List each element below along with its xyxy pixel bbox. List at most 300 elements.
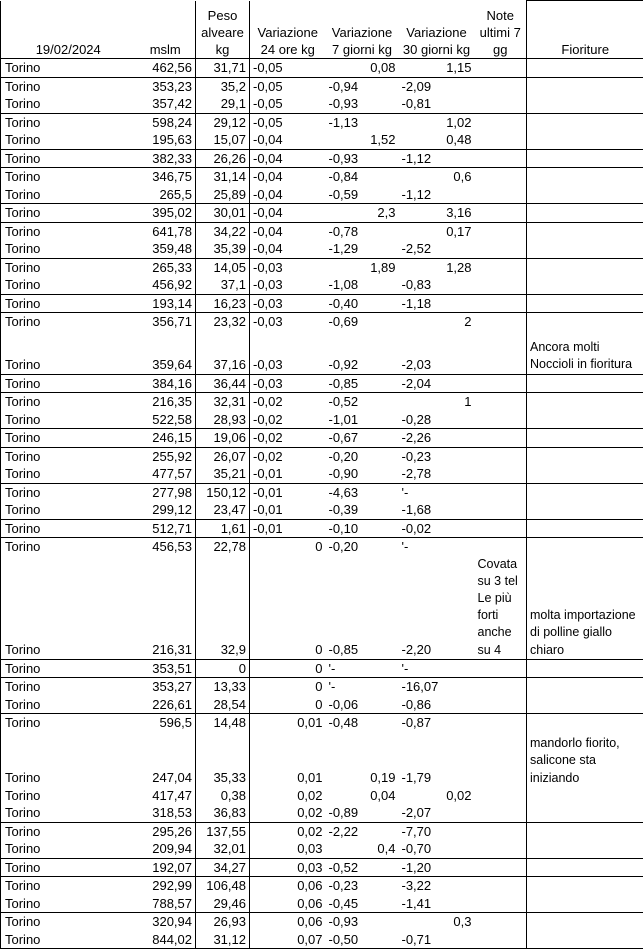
cell-var30[interactable]: -2,04 (399, 374, 475, 393)
cell-var24[interactable]: 0,02 (250, 787, 326, 805)
cell-peso[interactable]: 35,21 (196, 465, 250, 483)
cell-var7[interactable]: -0,23 (326, 877, 399, 895)
header-var7[interactable]: Variazione 7 giorni kg (326, 1, 399, 59)
cell-city[interactable]: Torino (1, 294, 136, 313)
cell-city[interactable]: Torino (1, 732, 136, 787)
cell-var30[interactable]: -7,70 (399, 822, 475, 840)
cell-mslm[interactable]: 226,61 (136, 696, 196, 714)
cell-city[interactable]: Torino (1, 411, 136, 429)
cell-note[interactable] (475, 931, 527, 949)
cell-mslm[interactable]: 192,07 (136, 858, 196, 877)
cell-fioriture[interactable] (527, 538, 643, 556)
cell-var7[interactable]: -0,93 (326, 95, 399, 113)
cell-note[interactable] (475, 95, 527, 113)
cell-var30[interactable]: '- (399, 483, 475, 501)
cell-note[interactable] (475, 877, 527, 895)
cell-note[interactable] (475, 149, 527, 168)
cell-var7[interactable]: -4,63 (326, 483, 399, 501)
cell-peso[interactable]: 16,23 (196, 294, 250, 313)
cell-fioriture[interactable] (527, 95, 643, 113)
cell-city[interactable]: Torino (1, 77, 136, 95)
cell-note[interactable]: Covata su 3 tel Le più forti anche su 4 (475, 556, 527, 660)
cell-mslm[interactable]: 353,23 (136, 77, 196, 95)
cell-var24[interactable]: -0,01 (250, 465, 326, 483)
cell-mslm[interactable]: 357,42 (136, 95, 196, 113)
cell-fioriture[interactable] (527, 59, 643, 78)
cell-fioriture[interactable] (527, 787, 643, 805)
cell-var24[interactable]: -0,03 (250, 331, 326, 375)
cell-var7[interactable]: -0,69 (326, 313, 399, 331)
cell-peso[interactable]: 32,01 (196, 840, 250, 858)
cell-var30[interactable]: -0,87 (399, 714, 475, 732)
cell-var30[interactable]: 3,16 (399, 204, 475, 223)
cell-var24[interactable]: -0,05 (250, 59, 326, 78)
cell-note[interactable] (475, 659, 527, 678)
cell-peso[interactable]: 31,71 (196, 59, 250, 78)
cell-note[interactable] (475, 168, 527, 186)
cell-city[interactable]: Torino (1, 331, 136, 375)
cell-var7[interactable]: -0,48 (326, 714, 399, 732)
cell-mslm[interactable]: 382,33 (136, 149, 196, 168)
cell-note[interactable] (475, 519, 527, 538)
cell-note[interactable] (475, 59, 527, 78)
cell-var30[interactable]: 2 (399, 313, 475, 331)
cell-var24[interactable]: 0 (250, 538, 326, 556)
cell-var7[interactable]: -0,52 (326, 393, 399, 411)
cell-var7[interactable]: 0,19 (326, 732, 399, 787)
cell-var30[interactable]: -1,41 (399, 895, 475, 913)
cell-fioriture[interactable] (527, 877, 643, 895)
cell-fioriture[interactable] (527, 840, 643, 858)
cell-note[interactable] (475, 678, 527, 696)
cell-var7[interactable]: -1,13 (326, 113, 399, 131)
cell-var30[interactable]: 0,48 (399, 131, 475, 149)
cell-city[interactable]: Torino (1, 59, 136, 78)
cell-var30[interactable]: -0,71 (399, 931, 475, 949)
cell-city[interactable]: Torino (1, 787, 136, 805)
cell-note[interactable] (475, 131, 527, 149)
cell-peso[interactable]: 23,47 (196, 501, 250, 519)
header-date[interactable]: 19/02/2024 (1, 1, 136, 59)
cell-mslm[interactable]: 844,02 (136, 931, 196, 949)
cell-mslm[interactable]: 359,64 (136, 331, 196, 375)
cell-note[interactable] (475, 313, 527, 331)
cell-note[interactable] (475, 501, 527, 519)
cell-mslm[interactable]: 417,47 (136, 787, 196, 805)
cell-peso[interactable]: 28,93 (196, 411, 250, 429)
cell-fioriture[interactable] (527, 222, 643, 240)
cell-var24[interactable]: 0,02 (250, 804, 326, 822)
cell-city[interactable]: Torino (1, 931, 136, 949)
cell-city[interactable]: Torino (1, 804, 136, 822)
cell-var7[interactable]: -0,85 (326, 374, 399, 393)
cell-note[interactable] (475, 258, 527, 276)
cell-mslm[interactable]: 299,12 (136, 501, 196, 519)
cell-city[interactable]: Torino (1, 313, 136, 331)
cell-fioriture[interactable] (527, 895, 643, 913)
cell-mslm[interactable]: 456,53 (136, 538, 196, 556)
cell-note[interactable] (475, 858, 527, 877)
cell-note[interactable] (475, 822, 527, 840)
cell-mslm[interactable]: 195,63 (136, 131, 196, 149)
cell-var7[interactable]: '- (326, 659, 399, 678)
cell-var24[interactable]: 0,03 (250, 858, 326, 877)
cell-peso[interactable]: 0 (196, 659, 250, 678)
cell-var30[interactable]: -0,86 (399, 696, 475, 714)
cell-note[interactable] (475, 429, 527, 448)
cell-mslm[interactable]: 395,02 (136, 204, 196, 223)
cell-peso[interactable]: 35,2 (196, 77, 250, 95)
cell-var24[interactable]: 0,03 (250, 840, 326, 858)
cell-var7[interactable]: -0,20 (326, 447, 399, 465)
cell-fioriture[interactable] (527, 465, 643, 483)
cell-note[interactable] (475, 787, 527, 805)
cell-var30[interactable]: 1,02 (399, 113, 475, 131)
cell-var30[interactable]: -1,20 (399, 858, 475, 877)
cell-fioriture[interactable] (527, 131, 643, 149)
cell-var30[interactable]: -2,26 (399, 429, 475, 448)
cell-var30[interactable]: 0,17 (399, 222, 475, 240)
cell-peso[interactable]: 22,78 (196, 538, 250, 556)
cell-var24[interactable]: -0,05 (250, 95, 326, 113)
cell-city[interactable]: Torino (1, 822, 136, 840)
cell-peso[interactable]: 137,55 (196, 822, 250, 840)
cell-mslm[interactable]: 353,27 (136, 678, 196, 696)
cell-var24[interactable]: -0,04 (250, 168, 326, 186)
cell-fioriture[interactable] (527, 276, 643, 294)
cell-var7[interactable]: -0,45 (326, 895, 399, 913)
cell-city[interactable]: Torino (1, 858, 136, 877)
cell-fioriture[interactable] (527, 696, 643, 714)
cell-mslm[interactable]: 522,58 (136, 411, 196, 429)
cell-var24[interactable]: -0,03 (250, 258, 326, 276)
cell-peso[interactable]: 14,48 (196, 714, 250, 732)
cell-mslm[interactable]: 346,75 (136, 168, 196, 186)
cell-var24[interactable]: 0 (250, 659, 326, 678)
cell-note[interactable] (475, 186, 527, 204)
cell-var24[interactable]: -0,01 (250, 501, 326, 519)
cell-var24[interactable]: 0,06 (250, 913, 326, 931)
cell-var30[interactable]: -0,70 (399, 840, 475, 858)
cell-var7[interactable]: -0,50 (326, 931, 399, 949)
cell-var24[interactable]: -0,05 (250, 77, 326, 95)
cell-city[interactable]: Torino (1, 538, 136, 556)
cell-note[interactable] (475, 895, 527, 913)
cell-city[interactable]: Torino (1, 714, 136, 732)
cell-mslm[interactable]: 209,94 (136, 840, 196, 858)
cell-mslm[interactable]: 277,98 (136, 483, 196, 501)
cell-var7[interactable]: -2,22 (326, 822, 399, 840)
cell-var30[interactable]: -0,81 (399, 95, 475, 113)
cell-var30[interactable]: 1 (399, 393, 475, 411)
cell-peso[interactable]: 29,46 (196, 895, 250, 913)
cell-var24[interactable]: 0 (250, 556, 326, 660)
cell-peso[interactable]: 34,22 (196, 222, 250, 240)
cell-note[interactable] (475, 411, 527, 429)
cell-note[interactable] (475, 447, 527, 465)
cell-var7[interactable]: 1,89 (326, 258, 399, 276)
cell-peso[interactable]: 150,12 (196, 483, 250, 501)
cell-city[interactable]: Torino (1, 465, 136, 483)
cell-var7[interactable]: -0,92 (326, 331, 399, 375)
cell-peso[interactable]: 36,83 (196, 804, 250, 822)
cell-mslm[interactable]: 318,53 (136, 804, 196, 822)
cell-city[interactable]: Torino (1, 276, 136, 294)
cell-peso[interactable]: 26,26 (196, 149, 250, 168)
cell-fioriture[interactable] (527, 186, 643, 204)
cell-peso[interactable]: 28,54 (196, 696, 250, 714)
cell-var24[interactable]: -0,02 (250, 429, 326, 448)
cell-peso[interactable]: 29,1 (196, 95, 250, 113)
cell-city[interactable]: Torino (1, 95, 136, 113)
cell-mslm[interactable]: 320,94 (136, 913, 196, 931)
cell-var7[interactable]: 0,4 (326, 840, 399, 858)
cell-mslm[interactable]: 512,71 (136, 519, 196, 538)
cell-var7[interactable]: -0,59 (326, 186, 399, 204)
cell-var24[interactable]: -0,04 (250, 240, 326, 258)
cell-var24[interactable]: -0,03 (250, 374, 326, 393)
cell-fioriture[interactable] (527, 822, 643, 840)
cell-city[interactable]: Torino (1, 222, 136, 240)
cell-var7[interactable]: -0,20 (326, 538, 399, 556)
cell-var24[interactable]: -0,04 (250, 149, 326, 168)
cell-var24[interactable]: 0,06 (250, 895, 326, 913)
cell-var30[interactable]: -1,79 (399, 732, 475, 787)
cell-city[interactable]: Torino (1, 678, 136, 696)
cell-var7[interactable]: -0,39 (326, 501, 399, 519)
cell-city[interactable]: Torino (1, 374, 136, 393)
cell-city[interactable]: Torino (1, 447, 136, 465)
cell-var30[interactable]: -1,12 (399, 186, 475, 204)
cell-city[interactable]: Torino (1, 131, 136, 149)
cell-var7[interactable]: 0,08 (326, 59, 399, 78)
cell-var30[interactable]: -2,09 (399, 77, 475, 95)
cell-var30[interactable]: 0,6 (399, 168, 475, 186)
cell-var24[interactable]: 0,07 (250, 931, 326, 949)
cell-mslm[interactable]: 265,33 (136, 258, 196, 276)
cell-peso[interactable]: 36,44 (196, 374, 250, 393)
cell-fioriture[interactable]: molta importazione di polline giallo chiaro (527, 556, 643, 660)
cell-var7[interactable]: 0,04 (326, 787, 399, 805)
cell-var30[interactable]: '- (399, 659, 475, 678)
cell-note[interactable] (475, 294, 527, 313)
cell-var7[interactable]: 2,3 (326, 204, 399, 223)
cell-city[interactable]: Torino (1, 895, 136, 913)
cell-fioriture[interactable] (527, 204, 643, 223)
cell-peso[interactable]: 35,39 (196, 240, 250, 258)
cell-var24[interactable]: -0,04 (250, 222, 326, 240)
cell-city[interactable]: Torino (1, 877, 136, 895)
cell-fioriture[interactable] (527, 374, 643, 393)
cell-mslm[interactable]: 193,14 (136, 294, 196, 313)
cell-var24[interactable]: -0,03 (250, 294, 326, 313)
cell-note[interactable] (475, 240, 527, 258)
cell-peso[interactable]: 14,05 (196, 258, 250, 276)
header-var30[interactable]: Variazione 30 giorni kg (399, 1, 475, 59)
cell-note[interactable] (475, 222, 527, 240)
cell-var30[interactable]: 1,15 (399, 59, 475, 78)
cell-note[interactable] (475, 77, 527, 95)
cell-var30[interactable]: -1,12 (399, 149, 475, 168)
header-peso[interactable]: Peso alveare kg (196, 1, 250, 59)
cell-var24[interactable]: -0,05 (250, 113, 326, 131)
cell-var7[interactable]: 1,52 (326, 131, 399, 149)
cell-city[interactable]: Torino (1, 519, 136, 538)
cell-mslm[interactable]: 462,56 (136, 59, 196, 78)
cell-note[interactable] (475, 204, 527, 223)
cell-fioriture[interactable] (527, 149, 643, 168)
cell-var30[interactable]: -3,22 (399, 877, 475, 895)
cell-fioriture[interactable] (527, 519, 643, 538)
cell-fioriture[interactable] (527, 313, 643, 331)
cell-peso[interactable]: 30,01 (196, 204, 250, 223)
cell-var30[interactable]: -0,83 (399, 276, 475, 294)
cell-var24[interactable]: -0,01 (250, 483, 326, 501)
cell-var7[interactable]: -0,94 (326, 77, 399, 95)
cell-var24[interactable]: -0,04 (250, 204, 326, 223)
cell-note[interactable] (475, 538, 527, 556)
cell-city[interactable]: Torino (1, 696, 136, 714)
cell-peso[interactable]: 31,14 (196, 168, 250, 186)
cell-peso[interactable]: 19,06 (196, 429, 250, 448)
cell-var24[interactable]: -0,03 (250, 276, 326, 294)
cell-peso[interactable]: 26,07 (196, 447, 250, 465)
cell-city[interactable]: Torino (1, 113, 136, 131)
cell-peso[interactable]: 34,27 (196, 858, 250, 877)
cell-peso[interactable]: 15,07 (196, 131, 250, 149)
cell-var30[interactable]: '- (399, 538, 475, 556)
cell-city[interactable]: Torino (1, 501, 136, 519)
cell-var30[interactable]: -0,23 (399, 447, 475, 465)
cell-note[interactable] (475, 276, 527, 294)
cell-fioriture[interactable] (527, 393, 643, 411)
cell-city[interactable]: Torino (1, 913, 136, 931)
cell-mslm[interactable]: 596,5 (136, 714, 196, 732)
header-fioriture[interactable]: Fioriture (527, 1, 643, 59)
cell-var7[interactable]: -0,93 (326, 149, 399, 168)
cell-fioriture[interactable] (527, 294, 643, 313)
cell-note[interactable] (475, 804, 527, 822)
cell-var7[interactable]: -0,93 (326, 913, 399, 931)
cell-var30[interactable]: 1,28 (399, 258, 475, 276)
header-note[interactable]: Note ultimi 7 gg (475, 1, 527, 59)
cell-var7[interactable]: -0,78 (326, 222, 399, 240)
cell-mslm[interactable]: 359,48 (136, 240, 196, 258)
cell-var7[interactable]: -1,01 (326, 411, 399, 429)
cell-mslm[interactable]: 255,92 (136, 447, 196, 465)
cell-var24[interactable]: 0,02 (250, 822, 326, 840)
cell-fioriture[interactable] (527, 659, 643, 678)
cell-mslm[interactable]: 265,5 (136, 186, 196, 204)
header-var24[interactable]: Variazione 24 ore kg (250, 1, 326, 59)
cell-mslm[interactable]: 292,99 (136, 877, 196, 895)
cell-peso[interactable]: 26,93 (196, 913, 250, 931)
cell-var30[interactable]: -1,68 (399, 501, 475, 519)
cell-note[interactable] (475, 714, 527, 732)
cell-peso[interactable]: 32,9 (196, 556, 250, 660)
cell-var30[interactable]: -16,07 (399, 678, 475, 696)
cell-city[interactable]: Torino (1, 556, 136, 660)
cell-note[interactable] (475, 840, 527, 858)
cell-var7[interactable]: -0,84 (326, 168, 399, 186)
cell-fioriture[interactable] (527, 913, 643, 931)
cell-note[interactable] (475, 732, 527, 787)
cell-fioriture[interactable] (527, 258, 643, 276)
cell-mslm[interactable]: 641,78 (136, 222, 196, 240)
cell-peso[interactable]: 31,12 (196, 931, 250, 949)
cell-peso[interactable]: 106,48 (196, 877, 250, 895)
cell-var30[interactable]: 0,3 (399, 913, 475, 931)
cell-var7[interactable]: -0,40 (326, 294, 399, 313)
cell-note[interactable] (475, 113, 527, 131)
cell-fioriture[interactable] (527, 168, 643, 186)
cell-fioriture[interactable] (527, 113, 643, 131)
cell-var30[interactable]: -2,20 (399, 556, 475, 660)
cell-var24[interactable]: -0,02 (250, 411, 326, 429)
cell-city[interactable]: Torino (1, 204, 136, 223)
cell-fioriture[interactable] (527, 501, 643, 519)
cell-note[interactable] (475, 696, 527, 714)
cell-mslm[interactable]: 456,92 (136, 276, 196, 294)
cell-mslm[interactable]: 356,71 (136, 313, 196, 331)
cell-fioriture[interactable] (527, 77, 643, 95)
cell-fioriture[interactable] (527, 240, 643, 258)
cell-note[interactable] (475, 374, 527, 393)
cell-city[interactable]: Torino (1, 429, 136, 448)
cell-mslm[interactable]: 216,31 (136, 556, 196, 660)
cell-peso[interactable]: 37,16 (196, 331, 250, 375)
cell-city[interactable]: Torino (1, 483, 136, 501)
cell-var7[interactable]: -0,52 (326, 858, 399, 877)
cell-var7[interactable]: -0,06 (326, 696, 399, 714)
cell-var24[interactable]: 0 (250, 678, 326, 696)
cell-note[interactable] (475, 483, 527, 501)
cell-var7[interactable]: -0,89 (326, 804, 399, 822)
cell-fioriture[interactable] (527, 804, 643, 822)
cell-city[interactable]: Torino (1, 659, 136, 678)
cell-peso[interactable]: 0,38 (196, 787, 250, 805)
cell-var30[interactable]: -0,28 (399, 411, 475, 429)
cell-fioriture[interactable] (527, 678, 643, 696)
cell-mslm[interactable]: 384,16 (136, 374, 196, 393)
cell-fioriture[interactable] (527, 858, 643, 877)
cell-city[interactable]: Torino (1, 840, 136, 858)
cell-var30[interactable]: -2,07 (399, 804, 475, 822)
cell-mslm[interactable]: 246,15 (136, 429, 196, 448)
cell-peso[interactable]: 29,12 (196, 113, 250, 131)
cell-city[interactable]: Torino (1, 149, 136, 168)
cell-city[interactable]: Torino (1, 186, 136, 204)
cell-fioriture[interactable]: Ancora molti Noccioli in fioritura (527, 331, 643, 375)
cell-fioriture[interactable] (527, 429, 643, 448)
cell-peso[interactable]: 25,89 (196, 186, 250, 204)
cell-var30[interactable]: -2,52 (399, 240, 475, 258)
cell-fioriture[interactable]: mandorlo fiorito, salicone sta iniziando (527, 732, 643, 787)
cell-var24[interactable]: -0,04 (250, 131, 326, 149)
cell-city[interactable]: Torino (1, 258, 136, 276)
cell-var7[interactable]: -0,90 (326, 465, 399, 483)
cell-mslm[interactable]: 788,57 (136, 895, 196, 913)
cell-mslm[interactable]: 598,24 (136, 113, 196, 131)
cell-fioriture[interactable] (527, 483, 643, 501)
cell-mslm[interactable]: 353,51 (136, 659, 196, 678)
cell-var7[interactable]: -1,08 (326, 276, 399, 294)
cell-mslm[interactable]: 295,26 (136, 822, 196, 840)
cell-peso[interactable]: 32,31 (196, 393, 250, 411)
cell-var7[interactable]: -0,85 (326, 556, 399, 660)
cell-var7[interactable]: -0,10 (326, 519, 399, 538)
cell-var24[interactable]: 0 (250, 696, 326, 714)
